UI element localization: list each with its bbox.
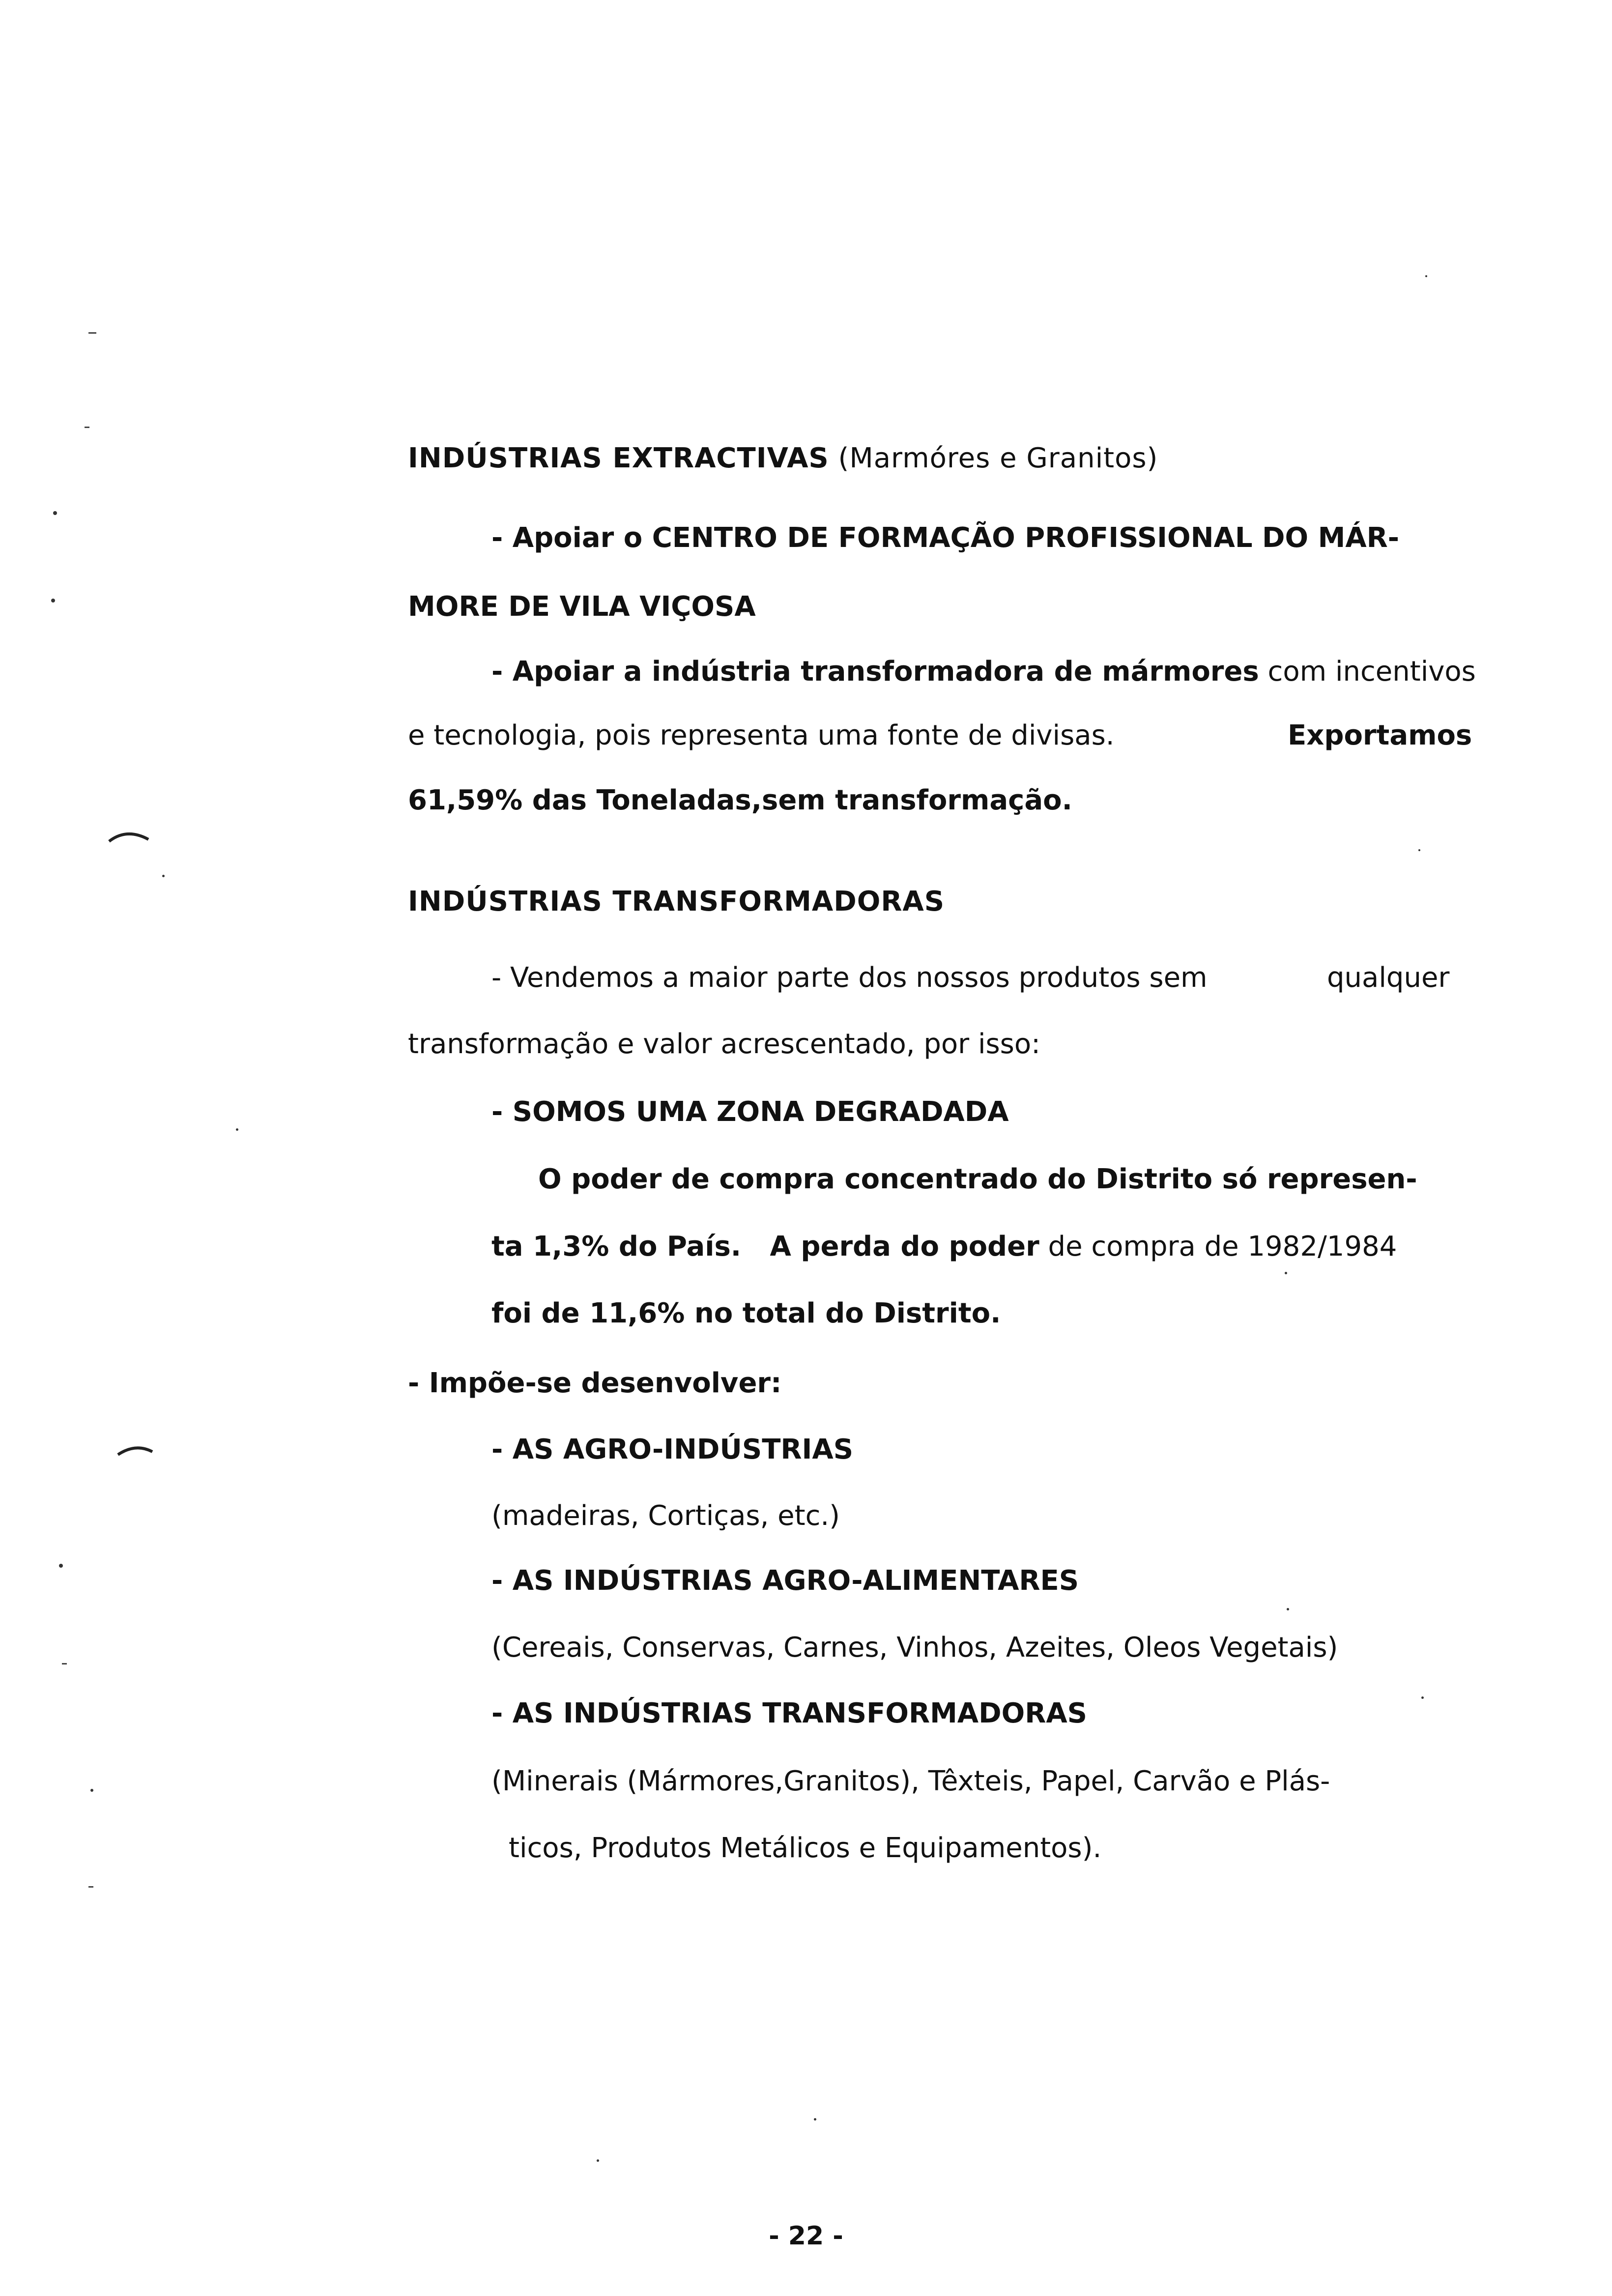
section-title-transformadoras: INDÚSTRIAS TRANSFORMADORAS (408, 886, 945, 918)
transformadoras-line1: - Vendemos a maior parte dos nossos produtos sem (491, 962, 1208, 994)
transformadoras-list-title: - AS INDÚSTRIAS TRANSFORMADORAS (491, 1697, 1088, 1729)
transformadoras-line5-rest: de compra de 1982/1984 (1039, 1231, 1397, 1263)
extractivas-exportamos: Exportamos (1288, 719, 1472, 751)
section-title-extractivas (408, 441, 1158, 476)
desenvolver-title: - Impõe-se desenvolver: (408, 1367, 782, 1399)
scan-speck (162, 875, 165, 877)
transformadoras-line3: - SOMOS UMA ZONA DEGRADADA (491, 1096, 1009, 1128)
scan-mark (88, 1886, 93, 1888)
transformadoras-list-detail-line2: ticos, Produtos Metálicos e Equipamentos). (509, 1832, 1102, 1864)
scan-mark (88, 332, 96, 334)
scan-speck (814, 2118, 816, 2121)
transformadoras-line6: foi de 11,6% no total do Distrito. (491, 1297, 1001, 1329)
agro-alimentares-title: - AS INDÚSTRIAS AGRO-ALIMENTARES (491, 1565, 1079, 1597)
scan-speck (1287, 1608, 1289, 1610)
scan-mark (85, 427, 89, 428)
scan-speck (1285, 1272, 1287, 1274)
extractivas-item2-bold: - Apoiar a indústria transformadora de mármores (491, 656, 1259, 688)
transformadoras-list-detail-line1: (Minerais (Mármores,Granitos), Têxteis, Papel, Carvão e Plás- (491, 1765, 1330, 1797)
section-title-extractivas-suffix: (Marmóres e Granitos) (829, 442, 1158, 474)
scan-speck (1425, 275, 1427, 277)
scan-arc-mark (107, 826, 151, 845)
extractivas-item2-rest: com incentivos (1259, 656, 1476, 688)
transformadoras-line2: transformação e valor acrescentado, por isso: (408, 1028, 1040, 1060)
extractivas-item2-line3: 61,59% das Toneladas,sem transformação. (408, 784, 1072, 816)
transformadoras-line5 (491, 1230, 1397, 1264)
extractivas-item1-line2: MORE DE VILA VIÇOSA (408, 591, 756, 623)
agro-industrias-detail: (madeiras, Cortiças, etc.) (491, 1500, 840, 1532)
transformadoras-line5-bold: ta 1,3% do País. A perda do poder (491, 1231, 1039, 1263)
extractivas-item2-line1 (491, 655, 1476, 689)
scan-arc-mark (116, 1440, 155, 1460)
transformadoras-line4: O poder de compra concentrado do Distrito só represen- (538, 1163, 1417, 1195)
scan-speck (1418, 849, 1420, 851)
scan-speck (597, 2159, 599, 2162)
scan-speck (90, 1789, 93, 1792)
scan-speck (51, 599, 55, 603)
scan-mark (62, 1663, 67, 1665)
section-title-extractivas-text: INDÚSTRIAS EXTRACTIVAS (408, 442, 829, 474)
scan-speck (53, 511, 57, 515)
page-number: - 22 - (769, 2221, 843, 2251)
extractivas-item1-line1: - Apoiar o CENTRO DE FORMAÇÃO PROFISSIONAL DO MÁR- (491, 522, 1400, 554)
agro-alimentares-detail: (Cereais, Conservas, Carnes, Vinhos, Azeites, Oleos Vegetais) (491, 1632, 1338, 1664)
scan-speck (1421, 1696, 1424, 1699)
scan-speck (59, 1564, 63, 1568)
transformadoras-line1-end: qualquer (1327, 962, 1450, 994)
agro-industrias-title: - AS AGRO-INDÚSTRIAS (491, 1434, 854, 1465)
extractivas-item2-line2: e tecnologia, pois representa uma fonte de divisas. (408, 719, 1115, 751)
scan-speck (236, 1128, 238, 1131)
